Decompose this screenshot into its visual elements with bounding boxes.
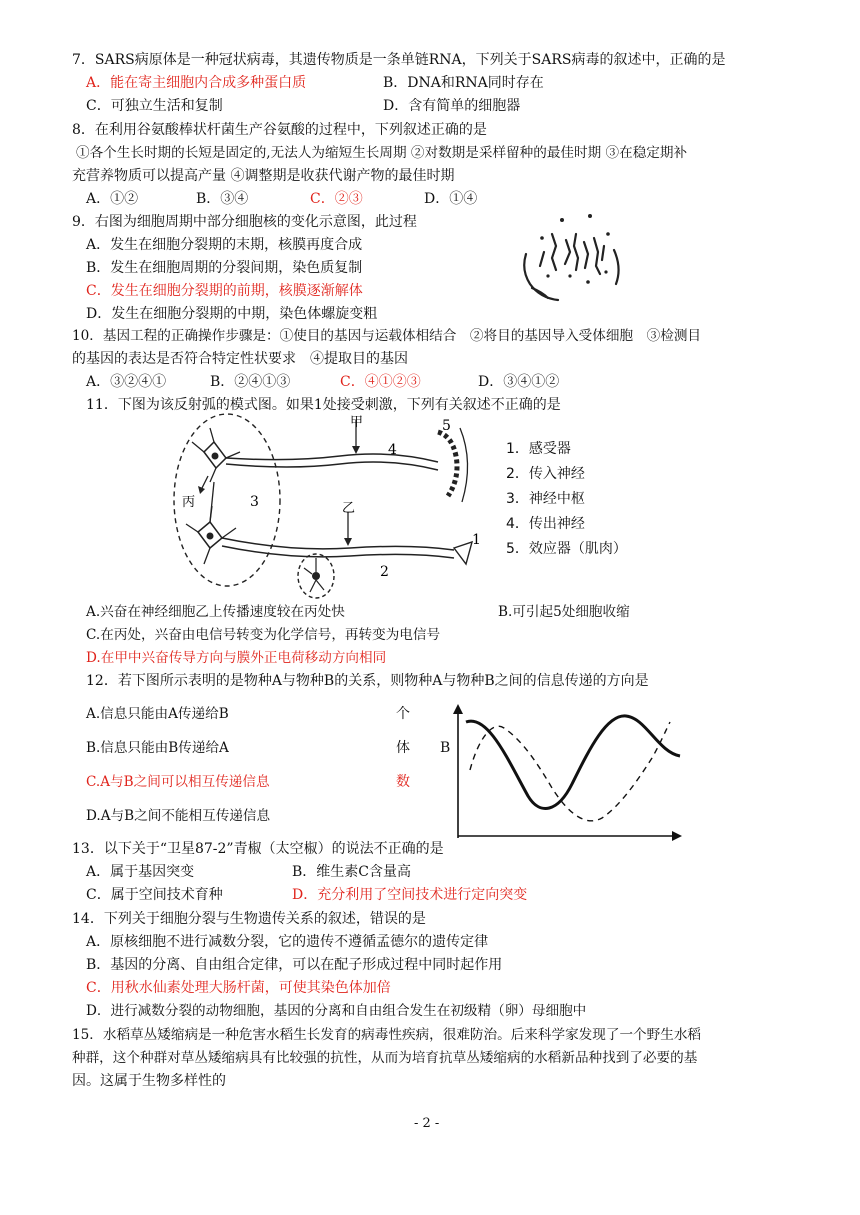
q10-stem-line1: 10．基因工程的正确操作步骤是：①使目的基因与运载体相结合 ②将目的基因导入受体细胞 ③检测目 xyxy=(72,328,702,344)
q11-option-a: A.兴奋在神经细胞乙上传播速度较在丙处快 xyxy=(86,604,345,620)
q10-option-a: A．③②④① xyxy=(86,374,167,390)
q12-option-b: B.信息只能由B传递给A xyxy=(86,740,229,756)
y-axis-label-2: 体 xyxy=(396,740,410,756)
q10-option-c: C．④①②③ xyxy=(340,374,421,390)
q10-option-b: B．②④①③ xyxy=(210,374,291,390)
q9-option-a: A．发生在细胞分裂期的末期，核膜再度合成 xyxy=(86,237,363,253)
page-number: - 2 - xyxy=(414,1116,440,1131)
q11-option-c: C.在丙处，兴奋由电信号转变为化学信号，再转变为电信号 xyxy=(86,627,441,643)
q8-statements-line2: 充营养物质可以提高产量 ④调整期是收获代谢产物的最佳时期 xyxy=(72,168,455,184)
y-axis-label-1: 个 xyxy=(396,706,410,722)
q8-option-a: A．①② xyxy=(86,191,139,207)
q9-option-d: D．发生在细胞分裂期的中期，染色体螺旋变粗 xyxy=(86,306,378,322)
q15-stem-line3: 因。这属于生物多样性的 xyxy=(72,1073,226,1089)
reflex-arc-legend xyxy=(506,437,627,562)
legend-item: 5．效应器（肌肉） xyxy=(506,541,627,557)
label-4: 4 xyxy=(388,442,397,458)
q14-option-c: C．用秋水仙素处理大肠杆菌，可使其染色体加倍 xyxy=(86,980,391,996)
q14-option-d: D．进行减数分裂的动物细胞，基因的分离和自由组合发生在初级精（卵）母细胞中 xyxy=(86,1003,587,1019)
q8-option-c: C．②③ xyxy=(310,191,363,207)
q13-stem: 13．以下关于“卫星87-2”青椒（太空椒）的说法不正确的是 xyxy=(72,841,444,857)
q15-stem-line2: 种群，这个种群对草丛矮缩病具有比较强的抗性，从而为培育抗草丛矮缩病的水稻新品种找到了必要的基 xyxy=(72,1050,698,1066)
q13-option-a: A．属于基因突变 xyxy=(86,864,195,880)
q10-option-d: D．③④①② xyxy=(478,374,560,390)
q13-option-c: C．属于空间技术育种 xyxy=(86,887,223,903)
q8-option-d: D．①④ xyxy=(424,191,478,207)
q7-option-b: B．DNA和RNA同时存在 xyxy=(383,75,544,91)
q13-option-d: D．充分利用了空间技术进行定向突变 xyxy=(292,887,528,903)
reflex-arc-diagram xyxy=(170,412,490,602)
q9-stem: 9．右图为细胞周期中部分细胞核的变化示意图，此过程 xyxy=(72,214,417,230)
label-yi: 乙 xyxy=(342,501,356,516)
q12-option-a: A.信息只能由A传递给B xyxy=(86,706,229,722)
label-2: 2 xyxy=(380,564,389,580)
q11-option-b: B.可引起5处细胞收缩 xyxy=(498,604,630,620)
label-jia: 甲 xyxy=(350,415,364,430)
legend-item: 1．感受器 xyxy=(506,441,571,457)
q8-stem: 8．在利用谷氨酸棒状杆菌生产谷氨酸的过程中，下列叙述正确的是 xyxy=(72,122,487,138)
legend-item: 4．传出神经 xyxy=(506,516,585,532)
q7-option-d: D．含有简单的细胞器 xyxy=(383,98,521,114)
population-graph xyxy=(448,700,688,842)
q14-option-a: A．原核细胞不进行减数分裂，它的遗传不遵循孟德尔的遗传定律 xyxy=(86,934,489,950)
q11-option-d: D.在甲中兴奋传导方向与膜外正电荷移动方向相同 xyxy=(86,650,387,666)
legend-item: 3．神经中枢 xyxy=(506,491,585,507)
q12-option-d: D.A与B之间不能相互传递信息 xyxy=(86,808,271,824)
q8-option-b: B．③④ xyxy=(196,191,249,207)
q11-stem: 11．下图为该反射弧的模式图。如果1处接受刺激，下列有关叙述不正确的是 xyxy=(86,397,561,413)
label-1: 1 xyxy=(472,532,481,548)
q15-stem-line1: 15．水稻草丛矮缩病是一种危害水稻生长发育的病毒性疾病，很难防治。后来科学家发现了一个野生水稻 xyxy=(72,1027,702,1043)
series-b-label: B xyxy=(440,740,451,756)
label-bing: 丙 xyxy=(182,495,196,510)
q14-stem: 14．下列关于细胞分裂与生物遗传关系的叙述，错误的是 xyxy=(72,911,426,927)
nucleus-division-figure xyxy=(518,212,628,304)
q7-option-c: C．可独立生活和复制 xyxy=(86,98,223,114)
q7-option-a: A．能在寄主细胞内合成多种蛋白质 xyxy=(86,75,307,91)
q14-option-b: B．基因的分离、自由组合定律，可以在配子形成过程中同时起作用 xyxy=(86,957,503,973)
label-3: 3 xyxy=(250,494,259,510)
q9-option-b: B．发生在细胞周期的分裂间期，染色质复制 xyxy=(86,260,363,276)
q7-stem: 7．SARS病原体是一种冠状病毒，其遗传物质是一条单链RNA，下列关于SARS病毒的叙述中，正确的是 xyxy=(72,52,726,68)
q12-option-c: C.A与B之间可以相互传递信息 xyxy=(86,774,270,790)
label-5: 5 xyxy=(442,418,451,434)
y-axis-label-3: 数 xyxy=(396,774,410,790)
legend-item: 2．传入神经 xyxy=(506,466,585,482)
q9-option-c: C．发生在细胞分裂期的前期，核膜逐渐解体 xyxy=(86,283,363,299)
q8-statements-line1: ①各个生长时期的长短是固定的,无法人为缩短生长周期 ②对数期是采样留种的最佳时期 ③在稳定期补 xyxy=(76,145,688,161)
q13-option-b: B．维生素C含量高 xyxy=(292,864,411,880)
q12-stem: 12．若下图所示表明的是物种A与物种B的关系，则物种A与物种B之间的信息传递的方向是 xyxy=(86,673,649,689)
q10-stem-line2: 的基因的表达是否符合特定性状要求 ④提取目的基因 xyxy=(72,351,408,367)
